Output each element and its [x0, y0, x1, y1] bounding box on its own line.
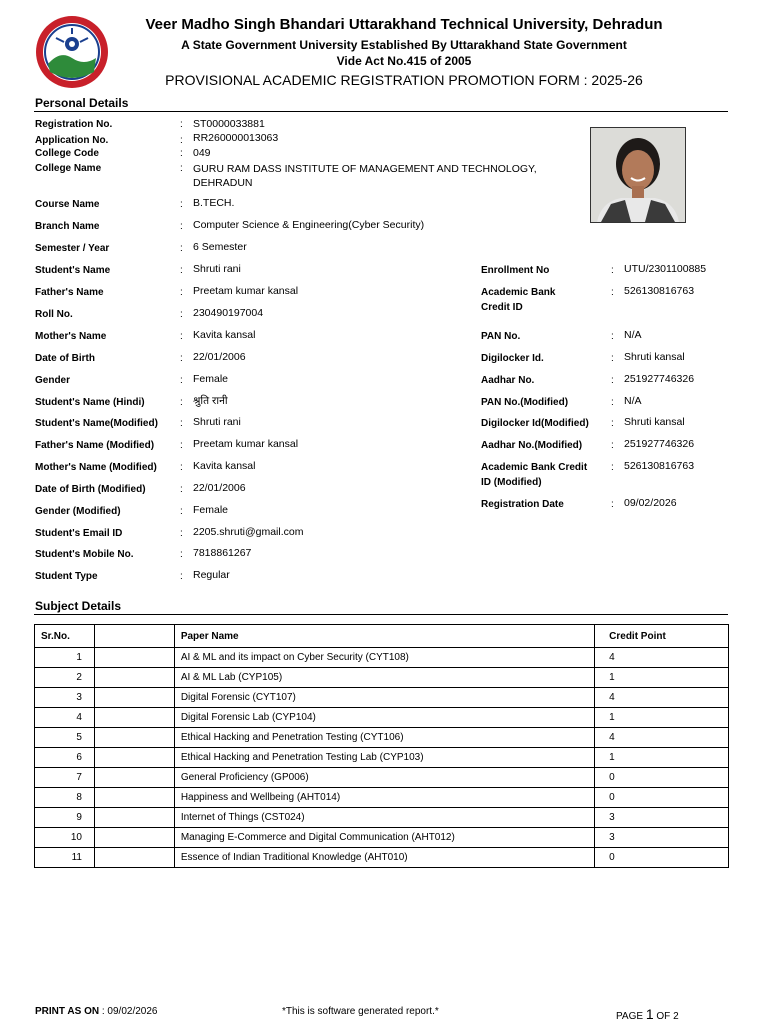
- paper-cell: Digital Forensic (CYT107): [174, 688, 594, 708]
- field-label: Application No.: [35, 135, 109, 146]
- mother-name-modified-value: Kavita kansal: [193, 460, 256, 472]
- field-label: PAN No.: [481, 331, 521, 342]
- field-label: Student Type: [35, 571, 98, 582]
- table-row: [35, 808, 729, 828]
- university-act: Vide Act No.415 of 2005: [336, 54, 472, 68]
- field-label: Student's Email ID: [35, 528, 123, 539]
- credit-cell: 4: [595, 728, 729, 748]
- roll-no-value: 230490197004: [193, 307, 264, 319]
- table-row: [35, 828, 729, 848]
- srno-cell: 11: [35, 848, 95, 868]
- abc-id-value: 526130816763: [624, 285, 695, 297]
- field-label: Semester / Year: [35, 243, 110, 254]
- field-label: Father's Name: [35, 287, 104, 298]
- aadhar-no-modified-value: 251927746326: [624, 438, 695, 450]
- field-label: Digilocker Id.: [481, 353, 544, 364]
- section-divider: [34, 111, 728, 112]
- table-row: [35, 648, 729, 668]
- form-title: PROVISIONAL ACADEMIC REGISTRATION PROMOTION FORM : 2025-26: [165, 72, 643, 88]
- field-label: Mother's Name: [35, 331, 107, 342]
- srno-cell: 7: [35, 768, 95, 788]
- student-photo: [590, 127, 686, 223]
- semester-value: 6 Semester: [193, 241, 247, 253]
- paper-cell: Ethical Hacking and Penetration Testing Lab (CYP103): [174, 748, 594, 768]
- college-name-value-line2: DEHRADUN: [193, 177, 253, 189]
- student-name-modified-value: Shruti rani: [193, 416, 241, 428]
- field-label: Course Name: [35, 199, 100, 210]
- field-label: Aadhar No.: [481, 375, 535, 386]
- gender-value: Female: [193, 373, 229, 385]
- credit-cell: 4: [595, 648, 729, 668]
- credit-cell: 4: [595, 688, 729, 708]
- col-header-blank: [94, 625, 174, 648]
- srno-cell: 3: [35, 688, 95, 708]
- dob-value: 22/01/2006: [193, 351, 246, 363]
- field-label: Gender (Modified): [35, 506, 121, 517]
- paper-cell: AI & ML and its impact on Cyber Security (CYT108): [174, 648, 594, 668]
- gender-modified-value: Female: [193, 504, 229, 516]
- print-as-on-date: : 09/02/2026: [101, 1006, 158, 1017]
- dob-modified-value: 22/01/2006: [193, 482, 246, 494]
- srno-cell: 1: [35, 648, 95, 668]
- credit-cell: 1: [595, 708, 729, 728]
- field-label: Digilocker Id(Modified): [481, 418, 589, 429]
- college-name-value: GURU RAM DASS INSTITUTE OF MANAGEMENT AND TECHNOLOGY,: [193, 163, 537, 175]
- credit-cell: 0: [595, 788, 729, 808]
- digilocker-id-value: Shruti kansal: [624, 351, 685, 363]
- table-row: [35, 748, 729, 768]
- credit-cell: 0: [595, 848, 729, 868]
- credit-cell: 3: [595, 808, 729, 828]
- srno-cell: 4: [35, 708, 95, 728]
- university-name: Veer Madho Singh Bhandari Uttarakhand Technical University, Dehradun: [145, 16, 663, 33]
- page-suffix: OF 2: [656, 1011, 679, 1022]
- field-label: Student's Name(Modified): [35, 418, 158, 429]
- table-row: [35, 688, 729, 708]
- table-row: [35, 668, 729, 688]
- field-label: Gender: [35, 375, 71, 386]
- application-no-value: RR260000013063: [193, 132, 279, 144]
- pan-no-modified-value: N/A: [624, 395, 642, 407]
- srno-cell: 9: [35, 808, 95, 828]
- section-divider: [34, 614, 728, 615]
- digilocker-id-modified-value: Shruti kansal: [624, 416, 685, 428]
- father-name-modified-value: Preetam kumar kansal: [193, 438, 299, 450]
- credit-cell: 0: [595, 768, 729, 788]
- paper-cell: Ethical Hacking and Penetration Testing (CYT106): [174, 728, 594, 748]
- abc-id-modified-value: 526130816763: [624, 460, 695, 472]
- field-label: Student's Name: [35, 265, 111, 276]
- page-current: 1: [645, 1006, 654, 1022]
- field-label: Student's Name (Hindi): [35, 397, 145, 408]
- field-label: Academic Bank: [481, 287, 556, 298]
- personal-details-title: Personal Details: [35, 96, 129, 110]
- credit-cell: 1: [595, 668, 729, 688]
- mother-name-value: Kavita kansal: [193, 329, 256, 341]
- field-label: College Code: [35, 148, 99, 159]
- field-label: Registration No.: [35, 119, 113, 130]
- paper-cell: Internet of Things (CST024): [174, 808, 594, 828]
- student-name-value: Shruti rani: [193, 263, 241, 275]
- srno-cell: 8: [35, 788, 95, 808]
- col-header-credit-point: Credit Point: [595, 625, 729, 648]
- university-subtitle: A State Government University Established By Uttarakhand State Government: [181, 38, 627, 52]
- registration-date-value: 09/02/2026: [624, 497, 677, 509]
- field-label: Mother's Name (Modified): [35, 462, 157, 473]
- table-row: [35, 768, 729, 788]
- table-row: [35, 708, 729, 728]
- page-number: [616, 1006, 679, 1022]
- srno-cell: 10: [35, 828, 95, 848]
- email-value: 2205.shruti@gmail.com: [193, 526, 304, 538]
- srno-cell: 5: [35, 728, 95, 748]
- father-name-value: Preetam kumar kansal: [193, 285, 299, 297]
- field-label-line2: ID (Modified): [481, 477, 542, 488]
- field-label-line2: Credit ID: [481, 302, 523, 313]
- paper-cell: Managing E-Commerce and Digital Communication (AHT012): [174, 828, 594, 848]
- col-header-paper-name: Paper Name: [174, 625, 594, 648]
- subject-table: [34, 624, 729, 868]
- enrollment-no-value: UTU/2301100885: [624, 263, 707, 275]
- field-label: Enrollment No: [481, 265, 550, 276]
- field-label: College Name: [35, 163, 102, 174]
- field-label: Date of Birth: [35, 353, 95, 364]
- print-as-on-label: PRINT AS ON: [35, 1006, 100, 1017]
- table-row: [35, 788, 729, 808]
- field-label: Date of Birth (Modified): [35, 484, 146, 495]
- srno-cell: 6: [35, 748, 95, 768]
- col-header-srno: Sr.No.: [35, 625, 95, 648]
- table-row: [35, 848, 729, 868]
- credit-cell: 3: [595, 828, 729, 848]
- student-type-value: Regular: [193, 569, 230, 581]
- aadhar-no-value: 251927746326: [624, 373, 695, 385]
- software-generated-note: *This is software generated report.*: [282, 1006, 439, 1017]
- credit-cell: 1: [595, 748, 729, 768]
- mobile-value: 7818861267: [193, 547, 252, 559]
- table-row: [35, 728, 729, 748]
- paper-cell: General Proficiency (GP006): [174, 768, 594, 788]
- table-header-row: [35, 625, 729, 648]
- paper-cell: Happiness and Wellbeing (AHT014): [174, 788, 594, 808]
- paper-cell: Essence of Indian Traditional Knowledge (AHT010): [174, 848, 594, 868]
- student-name-hindi-value: श्रुति रानी: [193, 395, 228, 407]
- field-label: Aadhar No.(Modified): [481, 440, 583, 451]
- registration-no-value: ST0000033881: [193, 118, 265, 130]
- branch-name-value: Computer Science & Engineering(Cyber Security): [193, 219, 425, 231]
- field-label: Branch Name: [35, 221, 100, 232]
- field-label: Academic Bank Credit: [481, 462, 588, 473]
- field-label: Father's Name (Modified): [35, 440, 155, 451]
- paper-cell: Digital Forensic Lab (CYP104): [174, 708, 594, 728]
- pan-no-value: N/A: [624, 329, 642, 341]
- print-as-on: [35, 1006, 157, 1017]
- college-code-value: 049: [193, 147, 211, 159]
- page-prefix: PAGE: [616, 1011, 644, 1022]
- paper-cell: AI & ML Lab (CYP105): [174, 668, 594, 688]
- field-label: Roll No.: [35, 309, 73, 320]
- subject-details-title: Subject Details: [35, 599, 122, 613]
- field-label: Student's Mobile No.: [35, 549, 134, 560]
- field-label: PAN No.(Modified): [481, 397, 569, 408]
- course-name-value: B.TECH.: [193, 197, 235, 209]
- srno-cell: 2: [35, 668, 95, 688]
- field-label: Registration Date: [481, 499, 564, 510]
